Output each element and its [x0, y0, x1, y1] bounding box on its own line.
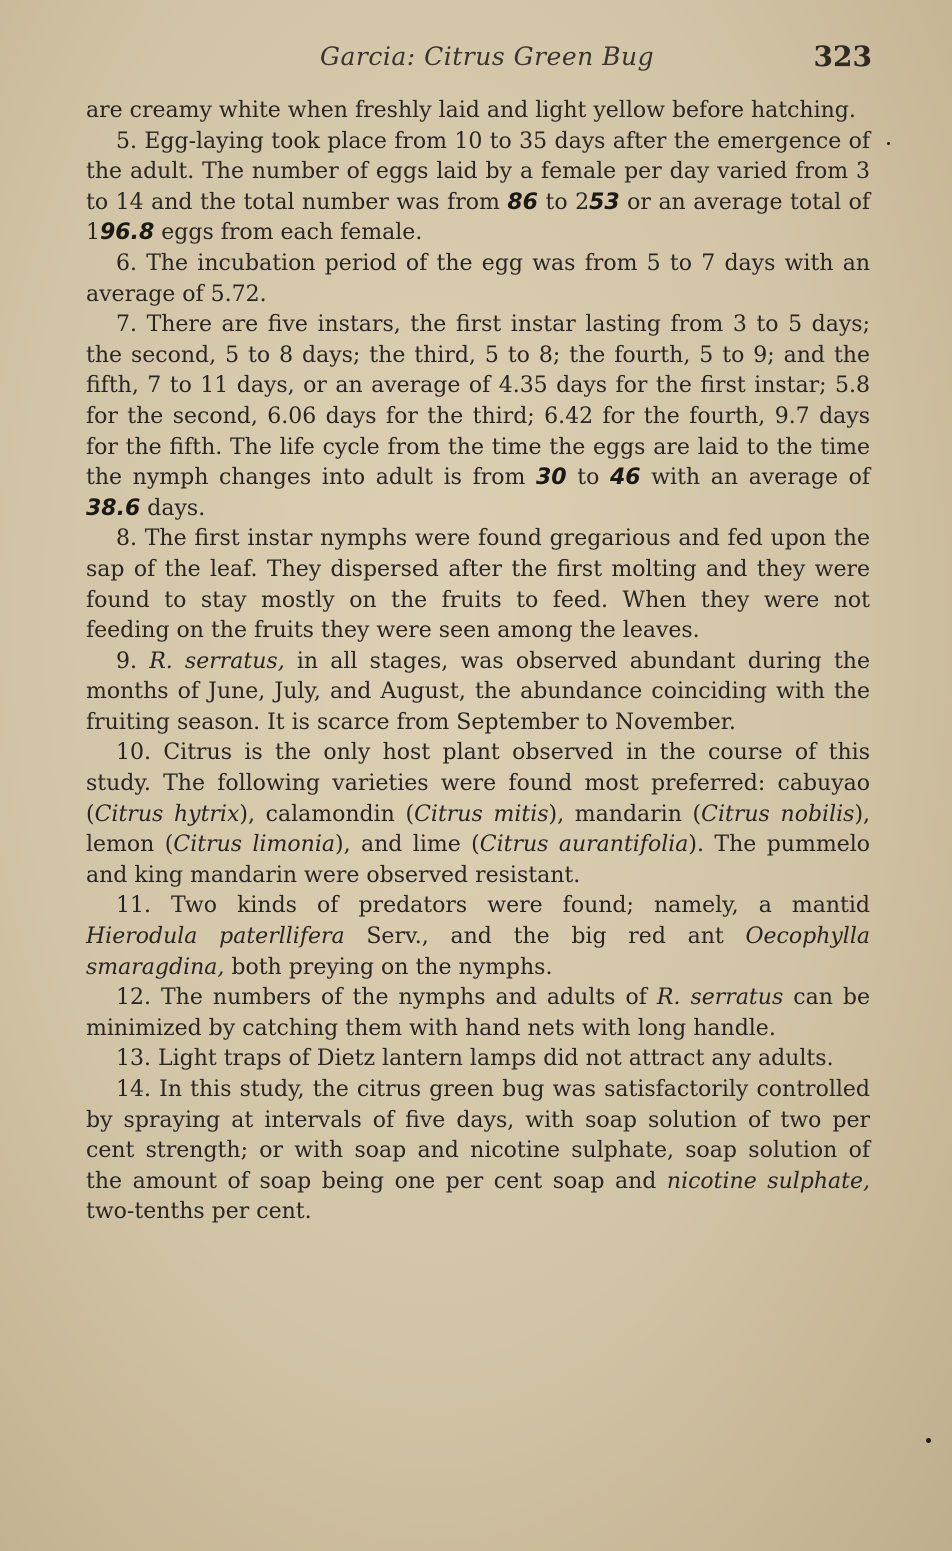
paragraph-item-6: [86, 249, 870, 310]
paragraph-text: ), and lime (: [334, 832, 480, 858]
running-header: [88, 40, 872, 80]
species-name: Citrus nobilis: [701, 801, 855, 827]
paragraph-text: 6. The incubation period of the egg was from 5 to 7 days with an average of 5.72.: [86, 250, 870, 307]
paragraph-text: 11. Two kinds of predators were found; namely, a mantid: [116, 893, 870, 919]
paper-speck: [887, 142, 890, 145]
paragraph-text: to 2: [537, 189, 590, 215]
species-name: Oecophylla smaragdina,: [86, 924, 870, 980]
paragraph-item-8: [86, 524, 870, 646]
paragraph-text: days.: [140, 495, 206, 521]
species-name: R. serratus: [656, 985, 784, 1011]
species-name: R. serratus,: [149, 648, 285, 674]
species-name: Citrus limonia: [173, 832, 335, 858]
paragraph-text: to: [566, 465, 610, 491]
paragraph-text: ), calamondin (: [239, 801, 415, 827]
species-name: Citrus mitis: [414, 801, 549, 827]
paragraph-text: 10. Citrus is the only host plant observed in the course of this study. The following varieties were found most preferred: cabuyao (: [86, 740, 870, 827]
body-text: [86, 96, 870, 1228]
chemical-name: nicotine sulphate,: [666, 1168, 871, 1194]
species-name: Citrus aurantifolia: [479, 832, 689, 858]
paragraph-text: both preying on the nymphs.: [224, 954, 553, 980]
paragraph-text: eggs from each female.: [154, 220, 423, 246]
paragraph-text: Serv., and the big red ant: [344, 924, 746, 950]
paragraph-text: 12. The numbers of the nymphs and adults of: [116, 985, 657, 1011]
paragraph-text: 13. Light traps of Dietz lantern lamps did not attract any adults.: [116, 1046, 834, 1072]
paragraph-text: can be minimized by catching them with hand nets with long handle.: [86, 985, 870, 1041]
paragraph-text: ). The pummelo and king mandarin were observed resistant.: [86, 832, 870, 888]
handwritten-correction: 53: [589, 189, 620, 215]
handwritten-correction: 46: [609, 465, 641, 491]
paragraph-text: with an average of: [640, 465, 870, 491]
paragraph-text: or an average total of 1: [86, 189, 870, 246]
paragraph-text: 7. There are five instars, the first instar lasting from 3 to 5 days; the second, 5 to 8 days; the third, 5 to 8; the fourth, 5 to 9; and the fifth, 7 to 11 days, or an average of 4.35 days for the first instar; 5.8 for the second, 6.06 days for the third; 6.42 for the fourth, 9.7 days for the fifth. The life cycle from the time the eggs are laid to the time the nymph changes into adult is from: [86, 312, 870, 491]
paper-speck: [926, 1438, 931, 1443]
page-number: 323: [813, 40, 872, 73]
paragraph-item-13: [86, 1044, 870, 1075]
paragraph-text: are creamy white when freshly laid and light yellow before hatching.: [86, 98, 856, 123]
paragraph-item-12: [86, 983, 870, 1044]
paragraph-text: 14. In this study, the citrus green bug was satisfactorily controlled by spraying at intervals of five days, with soap solution of two per cent strength; or with soap and nicotine sulphate, soap solution of the amount of soap being one per cent soap and: [86, 1077, 870, 1194]
running-title: Garcia: Citrus Green Bug: [320, 42, 655, 71]
paragraph-text: 9.: [116, 648, 150, 674]
paragraph-text: 8. The first instar nymphs were found gregarious and fed upon the sap of the leaf. They dispersed after the first molting and they were found to stay mostly on the fruits to feed. When they were not feeding on the fruits they were seen among the leaves.: [86, 526, 870, 644]
paragraph-item-9: [86, 647, 870, 739]
paragraph-text: 5. Egg-laying took place from 10 to 35 days after the emergence of the adult. The number of eggs laid by a female per day varied from 3 to 14 and the total number was from: [86, 128, 870, 215]
paragraph-item-11: [86, 891, 870, 983]
paragraph-text: in all stages, was observed abundant during the months of June, July, and August, the abundance coinciding with the fruiting season. It is scarce from September to November.: [86, 648, 870, 735]
species-name: Citrus hytrix: [94, 801, 240, 827]
paragraph-item-5: [86, 127, 870, 249]
handwritten-correction: 38.6: [86, 495, 141, 521]
paragraph-text: two-tenths per cent.: [86, 1199, 312, 1225]
handwritten-correction: 30: [535, 465, 567, 491]
paragraph-item-14: [86, 1075, 870, 1228]
handwritten-correction: 86: [507, 189, 538, 215]
paragraph-item-7: [86, 310, 870, 524]
paragraph-continuation: [86, 96, 870, 127]
paragraph-text: ), lemon (: [86, 801, 871, 858]
handwritten-correction: 96.8: [100, 220, 155, 246]
paragraph-text: ), mandarin (: [548, 801, 702, 827]
paragraph-item-10: [86, 738, 870, 891]
species-name: Hierodula paterllifera: [86, 924, 345, 950]
